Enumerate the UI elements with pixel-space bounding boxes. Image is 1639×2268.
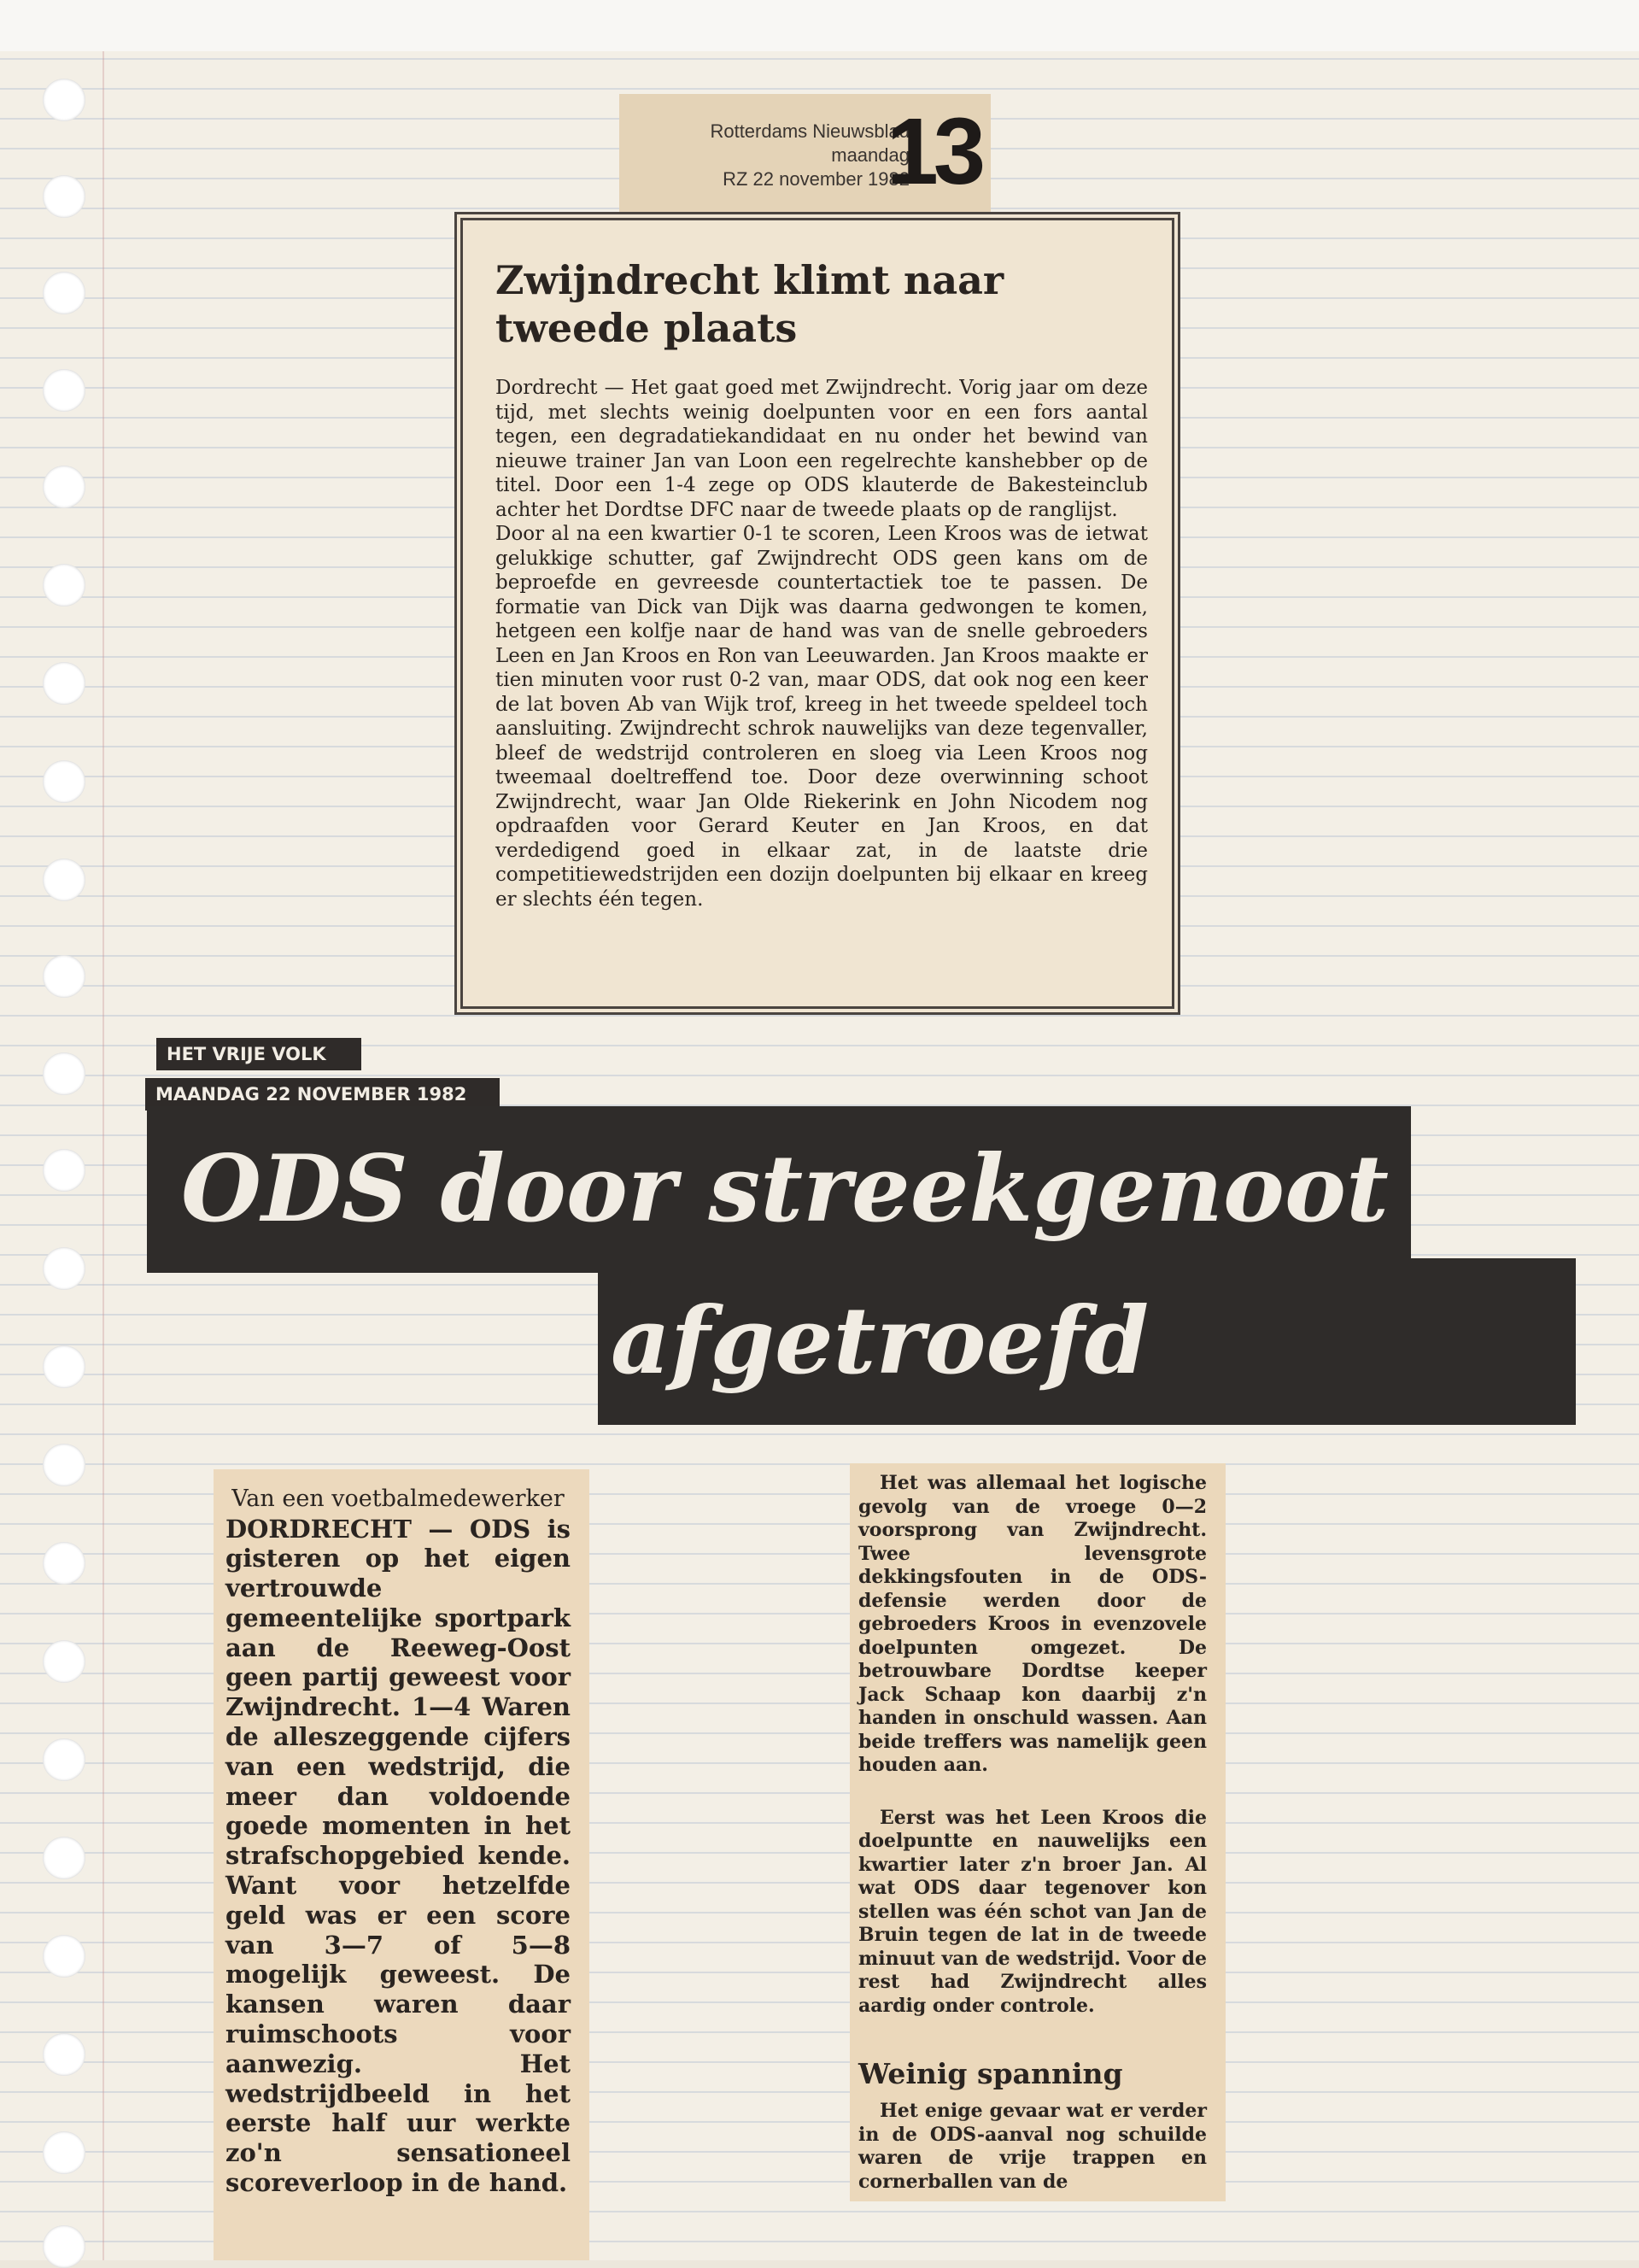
margin-line — [102, 51, 104, 2260]
punch-hole — [43, 1052, 85, 1095]
punch-hole — [43, 2033, 85, 2076]
punch-hole — [43, 760, 85, 803]
article-column-left — [214, 1469, 589, 2260]
newspaper-name: Rotterdams Nieuwsblad — [710, 120, 910, 142]
headline-line-1: ODS door streekgenoot — [147, 1106, 1411, 1273]
article-paragraph: Dordrecht — Het gaat goed met Zwijndrecht. Vorig jaar om deze tijd, met slechts weinig doelpunten voor en een fors aantal tegen, een degradatiekandidaat en nu onder het bewind van nieuwe trainer Jan van Loon een regelrechte kanshebber op de titel. Door een 1-4 zege op ODS klauterde de Bakesteinclub achter het Dordtse DFC naar de tweede plaats op de ranglijst. — [495, 377, 1148, 521]
article-paragraph: Door al na een kwartier 0-1 te scoren, Leen Kroos was de ietwat gelukkige schutter, gaf Zwijndrecht ODS geen kans om de beproefde en gevreesde countertactiek toe te passen. De formatie van Dick van Dijk was daarna gedwongen te komen, hetgeen een kolfje naar de hand was van de snelle gebroeders Leen en Jan Kroos en Ron van Leeuwarden. Jan Kroos maakte er tien minuten voor rust 0-2 van, maar ODS, dat ook nog een keer de lat boven Ab van Wijk trof, kreeg in het tweede speldeel toch aansluiting. Zwijndrecht schrok nauwelijks van deze tegenvaller, bleef de wedstrijd controleren en sloeg via Leen Kroos nog tweemaal doeltreffend toe. Door deze overwinning schoot Zwijndrecht, waar Jan Olde Riekerink en John Nicodem nog opdraafden voor Gerard Keuter en Jan Kroos, en dat verdedigend goed in elkaar zat, in de laatste drie competitiewedstrijden een dozijn doelpunten bij elkaar en kreeg er slechts één tegen. — [495, 523, 1148, 911]
masthead-clipping — [619, 94, 991, 214]
newspaper-label: HET VRIJE VOLK — [156, 1038, 361, 1070]
headline-line-2: afgetroefd — [598, 1258, 1576, 1425]
punch-hole — [43, 1837, 85, 1879]
punch-hole — [43, 859, 85, 901]
article-paragraph: Eerst was het Leen Kroos die doelpuntte en nauwelijks een kwartier later z'n broer Jan. Al wat ODS daar tegenover kon stellen was één schot van Jan de Bruin tegen de lat in de tweede minuut van de wedstrijd. Voor de rest had Zwijndrecht alles aardig onder controle. — [858, 1806, 1207, 2017]
punch-hole — [43, 2225, 85, 2268]
article-headline: Zwijndrecht klimt naar tweede plaats — [495, 257, 1004, 351]
punch-hole — [43, 1542, 85, 1585]
page-number: 13 — [886, 99, 980, 204]
punch-hole — [43, 79, 85, 121]
punch-hole — [43, 1247, 85, 1290]
punch-hole — [43, 955, 85, 998]
punch-hole — [43, 175, 85, 218]
date-label: MAANDAG 22 NOVEMBER 1982 — [145, 1078, 500, 1111]
punch-hole — [43, 1444, 85, 1486]
issue-date: RZ 22 november 1982 — [723, 168, 910, 190]
article-paragraph: Het was allemaal het logische gevolg van de vroege 0—2 voorsprong van Zwijndrecht. Twee levensgrote dekkingsfouten in de ODS-defensie werden door de gebroeders Kroos in evenzovele doelpunten omgezet. De betrouwbare Dordtse keeper Jack Schaap kon daarbij z'n handen in onschuld wassen. Aan beide treffers was namelijk geen houden aan. — [858, 1472, 1207, 1776]
article-zwijndrecht-klimt — [454, 212, 1180, 1015]
punch-hole — [43, 2131, 85, 2174]
article-paragraph: Het enige gevaar wat er verder in de ODS-aanval nog schuilde waren de vrije trappen en cornerballen van de — [858, 2100, 1207, 2193]
byline: Van een voetbalmedewerker — [231, 1486, 565, 1512]
weekday: maandag — [831, 144, 910, 166]
punch-hole — [43, 1738, 85, 1781]
punch-hole — [43, 466, 85, 508]
subheading: Weinig spanning — [858, 2057, 1123, 2090]
punch-hole — [43, 564, 85, 607]
article-body: DORDRECHT — ODS is gisteren op het eigen vertrouwde gemeentelijke sportpark aan de Reeweg-Oost geen partij geweest voor Zwijndrecht. 1—4 Waren de alleszeggende cijfers van een wedstrijd, die meer dan voldoende goede momenten in het strafschopgebied kende. Want voor hetzelfde geld was er een score van 3—7 of 5—8 mogelijk geweest. De kansen waren daar ruimschoots voor aanwezig. Het wedstrijdbeeld in het eerste half uur werkte zo'n sensationeel scoreverloop in de hand. — [225, 1514, 571, 2198]
punch-hole — [43, 369, 85, 412]
page-top-edge — [0, 0, 1639, 51]
punch-hole — [43, 272, 85, 314]
punch-hole — [43, 1935, 85, 1978]
punch-hole — [43, 1149, 85, 1192]
punch-hole — [43, 1640, 85, 1683]
punch-hole — [43, 1345, 85, 1388]
punch-hole — [43, 662, 85, 705]
article-column-right — [850, 1463, 1226, 2201]
